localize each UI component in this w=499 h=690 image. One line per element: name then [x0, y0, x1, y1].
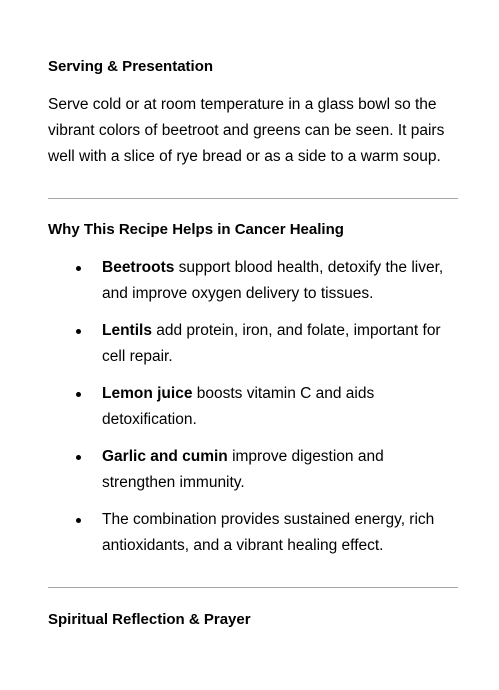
- serving-heading: Serving & Presentation: [48, 58, 214, 75]
- bullet-icon: [76, 455, 81, 460]
- item-bold: Lemon juice: [102, 385, 193, 402]
- item-bold: Lentils: [102, 322, 152, 339]
- list-item: [48, 381, 458, 433]
- bullet-icon: [76, 518, 81, 523]
- item-text: boosts vitamin C and aids detoxification.: [102, 385, 375, 428]
- serving-paragraph: Serve cold or at room temperature in a glass bowl so the vibrant colors of beetroot and greens can be seen. It pairs well with a slice of rye bread or as a side to a warm soup.: [48, 96, 445, 165]
- bullet-icon: [76, 329, 81, 334]
- item-text: The combination provides sustained energy, rich antioxidants, and a vibrant healing effect.: [102, 511, 435, 554]
- list-item: [48, 255, 458, 307]
- list-item: [48, 318, 458, 370]
- list-item: [48, 444, 458, 496]
- bullet-icon: [76, 266, 81, 271]
- spiritual-heading: Spiritual Reflection & Prayer: [48, 611, 251, 628]
- why-heading: Why This Recipe Helps in Cancer Healing: [48, 221, 344, 238]
- benefits-list: [48, 255, 458, 559]
- document-page: [48, 0, 458, 630]
- item-bold: Beetroots: [102, 259, 175, 276]
- item-text: add protein, iron, and folate, important for cell repair.: [102, 322, 441, 365]
- list-item: [48, 507, 458, 559]
- item-text: support blood health, detoxify the liver, and improve oxygen delivery to tissues.: [102, 259, 444, 302]
- item-text: improve digestion and strengthen immunity.: [102, 448, 384, 491]
- bullet-icon: [76, 392, 81, 397]
- item-bold: Garlic and cumin: [102, 448, 228, 465]
